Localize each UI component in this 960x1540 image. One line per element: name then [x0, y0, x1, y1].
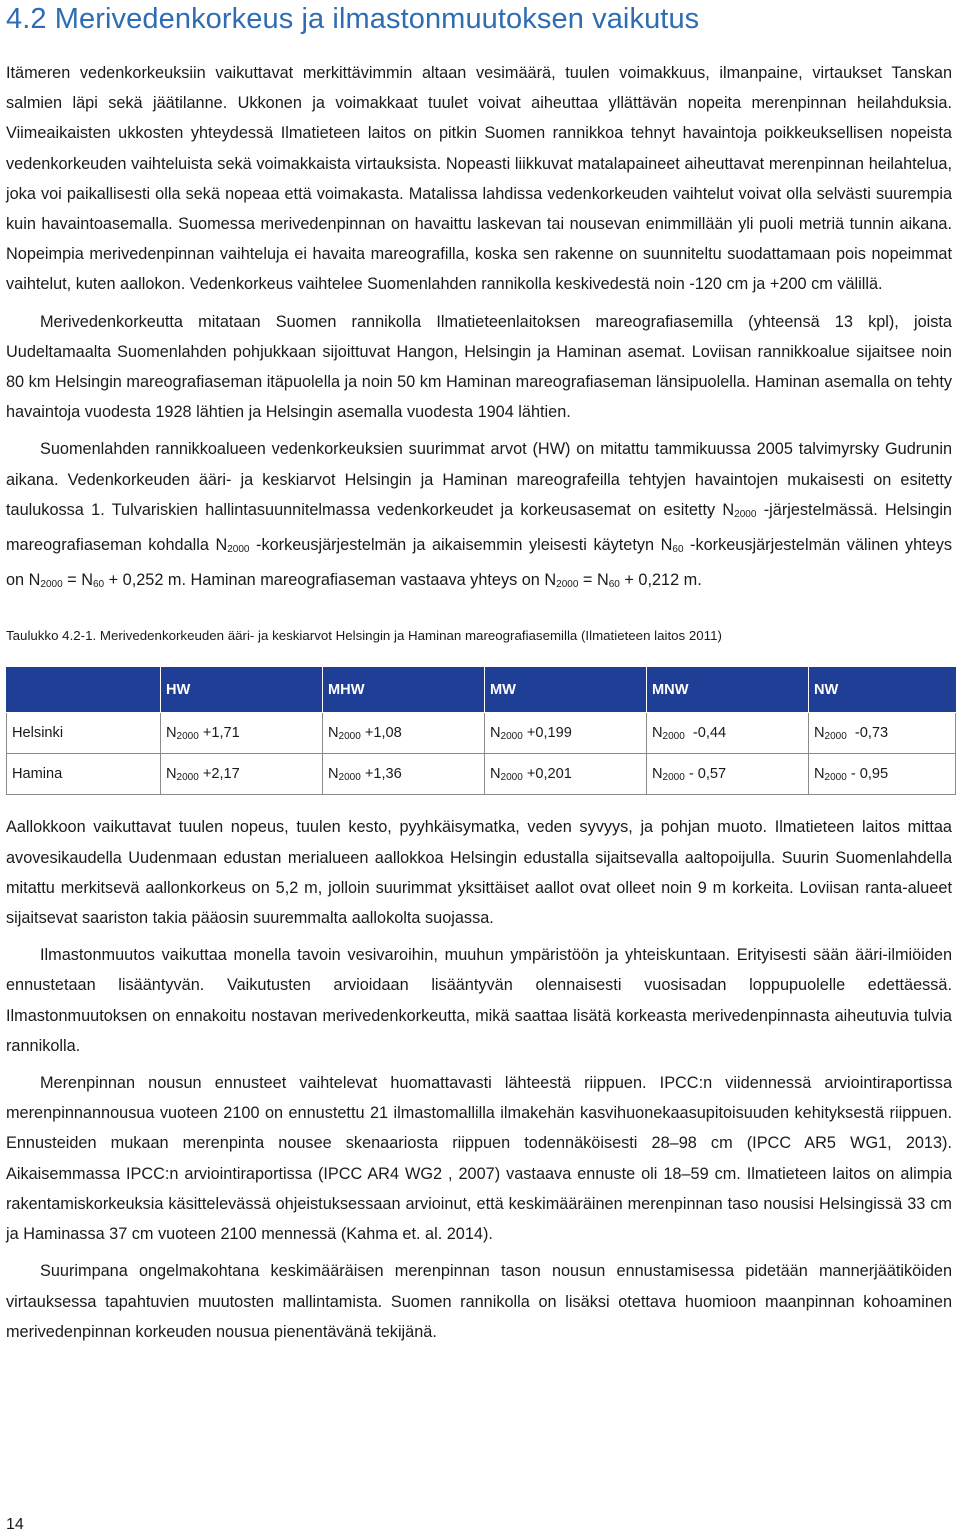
station-cell: Hamina	[7, 754, 161, 795]
text-fragment: -korkeusjärjestelmän ja aikaisemmin yleisesti käytetyn N	[249, 536, 673, 555]
paragraph-sea-level-factors: Itämeren vedenkorkeuksiin vaikuttavat merkittävimmin altaan vesimäärä, tuulen voimakkuus, ilmanpaine, virtaukset Tanskan salmien läpi sekä jäätilanne. Ukkonen ja voimakkaat tuulet voivat aiheuttaa yllättävän nopeita merenpinnan heilahduksia. Viimeaikaisten ukkosten yhteydessä Ilmatieteen laitos on pitkin Suomen rannikkoa tehnyt havaintoja poikkeuksellisen nopeista vedenkorkeuden vaihteluista sekä voimakkaista virtauksista. Nopeasti liikkuvat matalapaineet aiheuttavat merenpinnan heilahtelua, joka voi paikallisesti olla sekä nopeaa että voimakasta. Matalissa lahdissa vedenkorkeuden vaihtelut voivat olla selvästi suurempia kuin havaintoasemalla. Suomessa merivedenpinnan on havaittu laskevan tai nousevan enimmillään yli puoli metriä tunnin aikana. Nopeimpia merivedenpinnan vaihteluja ei havaita mareografilla, koska sen rakenne on suunniteltu suodattamaan pois nopeimmat vaihtelut, kuten aallokon. Vedenkorkeus vaihtelee Suomenlahden rannikolla keskivedestä noin -120 cm ja +200 cm välillä.	[6, 64, 952, 294]
table-cell: $N_{2000}$ -0,44	[647, 713, 809, 754]
text-fragment: Suomenlahden rannikkoalueen vedenkorkeuksien suurimmat arvot (HW) on mitattu tammikuussa 2005 talvimyrsky Gudrunin aikana. Vedenkorkeuden ääri- ja keskiarvot Helsingin ja Haminan mareografeilla tehtyjen havaintojen mukaisesti on esitetty taulukossa 1. Tulvariskien hallintasuunnitelmassa vedenkorkeudet ja korkeusasemat on esitetty N	[6, 440, 952, 519]
table-cell: $N_{2000} +2,17$	[161, 754, 323, 795]
subscript-2000: 2000	[734, 508, 757, 520]
table-header-cell: MW	[485, 668, 647, 713]
table-header-row	[7, 668, 956, 713]
subscript-2000: 2000	[40, 579, 63, 591]
text-fragment: + 0,252 m. Haminan mareografiaseman vastaava yhteys on N	[104, 571, 557, 590]
table-cell: $N_{2000} +0,199$	[485, 713, 647, 754]
table-cell: $N_{2000} +1,08$	[323, 713, 485, 754]
paragraph-sea-level-forecasts: Merenpinnan nousun ennusteet vaihtelevat huomattavasti lähteestä riippuen. IPCC:n viidennessä arviointiraportissa merenpinnannousua vuoteen 2100 on ennustettu 21 ilmastomallilla ilmakehän kasvihuonekaasupitoisuuden kehityksestä riippuen. Ennusteiden mukaan merenpinta nousee skenaariosta riippuen todennäköisesti 28–98 cm (IPCC AR5 WG1, 2013). Aikaisemmassa IPCC:n arviointiraportissa (IPCC AR4 WG2 , 2007) vastaava ennuste oli 18–59 cm. Ilmatieteen laitos on alimpia rakentamiskorkeuksia käsittelevässä ohjeistuksessaan arvioinut, että keskimääräinen merenpinnan taso nousisi Helsingissä 33 cm ja Haminassa 37 cm vuoteen 2100 mennessä (Kahma et. al. 2014).	[6, 1074, 952, 1244]
table-cell: $N_{2000} +0,201$	[485, 754, 647, 795]
text-fragment: -järjestelmässä. Helsingin mareografiaseman kohdalla N	[6, 500, 952, 555]
subscript-60: 60	[608, 579, 620, 591]
table-row	[7, 713, 956, 754]
text-fragment: + 0,212 m.	[619, 571, 702, 590]
subscript-2000: 2000	[556, 579, 579, 591]
table-cell: $N_{2000}$ -0,73	[809, 713, 956, 754]
table-header-cell: NW	[809, 668, 956, 713]
table-header-cell: MHW	[323, 668, 485, 713]
paragraph-mareograph-stations: Merivedenkorkeutta mitataan Suomen rannikolla Ilmatieteenlaitoksen mareografiasemilla (yhteensä 13 kpl), joista Uudeltamaalta Suomenlahden pohjukkaan sijoittuvat Hangon, Helsingin ja Haminan asemat. Loviisan rannikkoalue sijaitsee noin 80 km Helsingin mareografiaseman itäpuolella ja noin 50 km Haminan mareografiaseman länsipuolella. Haminan asemalla on tehty havaintoja vuodesta 1928 lähtien ja Helsingin asemalla vuodesta 1904 lähtien.	[6, 312, 952, 422]
table-cell: $N_{2000} +1,36$	[323, 754, 485, 795]
paragraph-extreme-values	[6, 434, 952, 600]
subscript-60: 60	[672, 544, 684, 556]
paragraph-forecast-uncertainty: Suurimpana ongelmakohtana keskimääräisen merenpinnan tason nousun ennustamisessa pidetään mannerjäätiköiden virtauksessa tapahtuvien muutosten mallintamista. Suomen rannikolla on lisäksi otettava huomioon maanpinnan kohoaminen merivedenpinnan korkeuden nousua pienentävänä tekijänä.	[6, 1262, 952, 1341]
subscript-2000: 2000	[227, 544, 250, 556]
table-header-cell: HW	[161, 668, 323, 713]
sea-level-table	[6, 667, 956, 795]
text-fragment: -korkeusjärjestelmän välinen yhteys on N	[6, 536, 952, 590]
text-fragment: = N	[62, 571, 93, 590]
section-title: 4.2 Merivedenkorkeus ja ilmastonmuutoksen vaikutus	[6, 3, 700, 35]
table-cell: $N_{2000} - 0,57$	[647, 754, 809, 795]
table-row	[7, 754, 956, 795]
paragraph-climate-change: Ilmastonmuutos vaikuttaa monella tavoin vesivaroihin, muuhun ympäristöön ja yhteiskuntaan. Erityisesti sään ääri-ilmiöiden ennustetaan lisääntyvän. Vaikutusten arvioidaan lisääntyvän olennaisesti vuosisadan loppupuolelle edettäessä. Ilmastonmuutoksen on ennakoitu nostavan merivedenkorkeutta, mikä saattaa lisätä korkeasta merivedenpinnasta aiheutuvia tulvia rannikolla.	[6, 946, 952, 1055]
page-number: 14	[6, 1516, 24, 1533]
table-caption: Taulukko 4.2-1. Merivedenkorkeuden ääri- ja keskiarvot Helsingin ja Haminan mareografiasemilla (Ilmatieteen laitos 2011)	[6, 628, 722, 644]
table-cell: $N_{2000} - 0,95$	[809, 754, 956, 795]
text-fragment: = N	[578, 571, 609, 590]
document-page	[6, 0, 952, 1347]
table-header-cell	[7, 668, 161, 713]
paragraph-waves: Aallokkoon vaikuttavat tuulen nopeus, tuulen kesto, pyyhkäisymatka, veden syvyys, ja pohjan muoto. Ilmatieteen laitos mittaa avovesikaudella Uudenmaan edustan merialueen aallokkoa Helsingin edustalla sijaitsevalla aaltopoijulla. Suurin Suomenlahdella mitattu merkitsevä aallonkorkeus on 5,2 m, jolloin suurimmat yksittäiset aallot ovat olleet noin 9 m korkeita. Loviisan ranta-alueet sijaitsevat saariston takia pääosin suuremmalta aallokolta suojassa.	[6, 818, 952, 928]
table-header-cell: MNW	[647, 668, 809, 713]
table-cell: $N_{2000} +1,71$	[161, 713, 323, 754]
station-cell: Helsinki	[7, 713, 161, 754]
subscript-60: 60	[92, 579, 105, 591]
